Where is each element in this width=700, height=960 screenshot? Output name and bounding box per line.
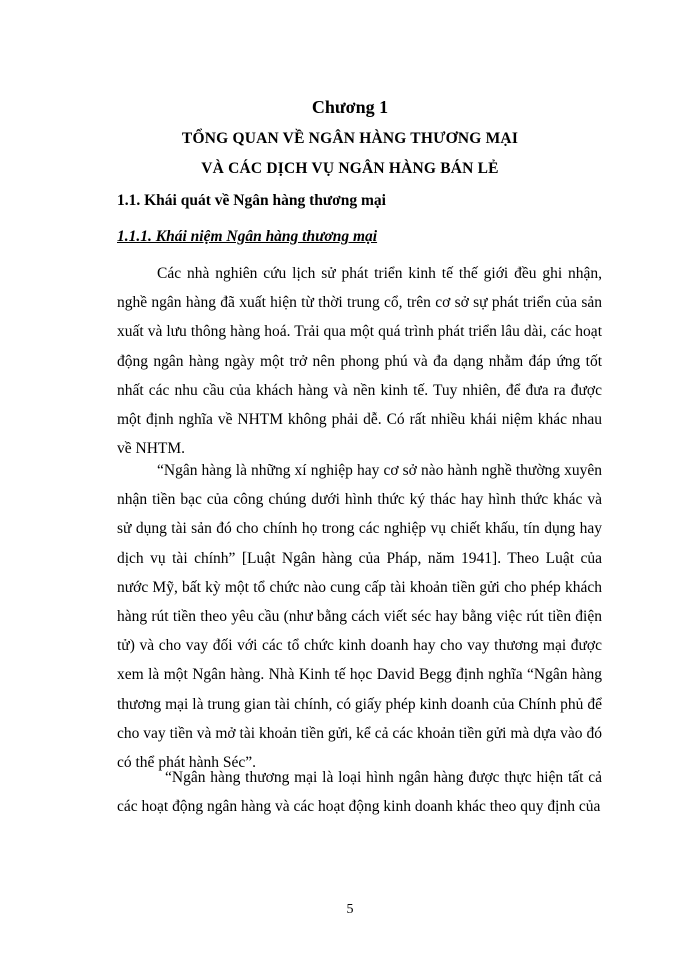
- chapter-label: Chương 1: [311, 97, 389, 117]
- body-paragraph: “Ngân hàng thương mại là loại hình ngân hàng được thực hiện tất cả các hoạt động ngân hàng và các hoạt động kinh doanh khác theo quy định của: [117, 769, 602, 816]
- body-paragraph: “Ngân hàng là những xí nghiệp hay cơ sở nào hành nghề thường xuyên nhận tiền bạc của công chúng dưới hình thức ký thác hay hình thức khác và sử dụng tài sản đó cho chính họ trong các nghiệp vụ chiết khấu, tín dụng hay dịch vụ tài chính” [Luật Ngân hàng của Pháp, năm 1941]. Theo Luật của nước Mỹ, bất kỳ một tổ chức nào cung cấp tài khoản tiền gửi cho phép khách hàng rút tiền theo yêu cầu (như bằng cách viết séc hay bằng việc rút tiền điện tử) và cho vay đối với các tổ chức kinh doanh hay cho vay thương mại được xem là một Ngân hàng. Nhà Kinh tế học David Begg định nghĩa “Ngân hàng thương mại là trung gian tài chính, có giấy phép kinh doanh của Chính phủ để cho vay tiền và mở tài khoản tiền gửi, kể cả các khoản tiền gửi mà dựa vào đó có thể phát hành Séc”.: [117, 462, 602, 772]
- page-number: 5: [346, 902, 354, 917]
- body-paragraph: Các nhà nghiên cứu lịch sử phát triển kinh tế thế giới đều ghi nhận, nghề ngân hàng đã xuất hiện từ thời trung cổ, trên cơ sở sự phát triển của sản xuất và lưu thông hàng hoá. Trải qua một quá trình phát triển lâu dài, các hoạt động ngân hàng ngày một trở nên phong phú và đa dạng nhằm đáp ứng tốt nhất các nhu cầu của khách hàng và nền kinh tế. Tuy nhiên, để đưa ra được một định nghĩa về NHTM không phải dễ. Có rất nhiều khái niệm khác nhau về NHTM.: [117, 265, 602, 458]
- subsection-heading: 1.1.1. Khái niệm Ngân hàng thương mại: [117, 228, 378, 245]
- section-heading: 1.1. Khái quát về Ngân hàng thương mại: [117, 192, 386, 209]
- chapter-title-line-1: TỔNG QUAN VỀ NGÂN HÀNG THƯƠNG MẠI: [181, 130, 519, 147]
- chapter-title-line-2: VÀ CÁC DỊCH VỤ NGÂN HÀNG BÁN LẺ: [201, 160, 499, 177]
